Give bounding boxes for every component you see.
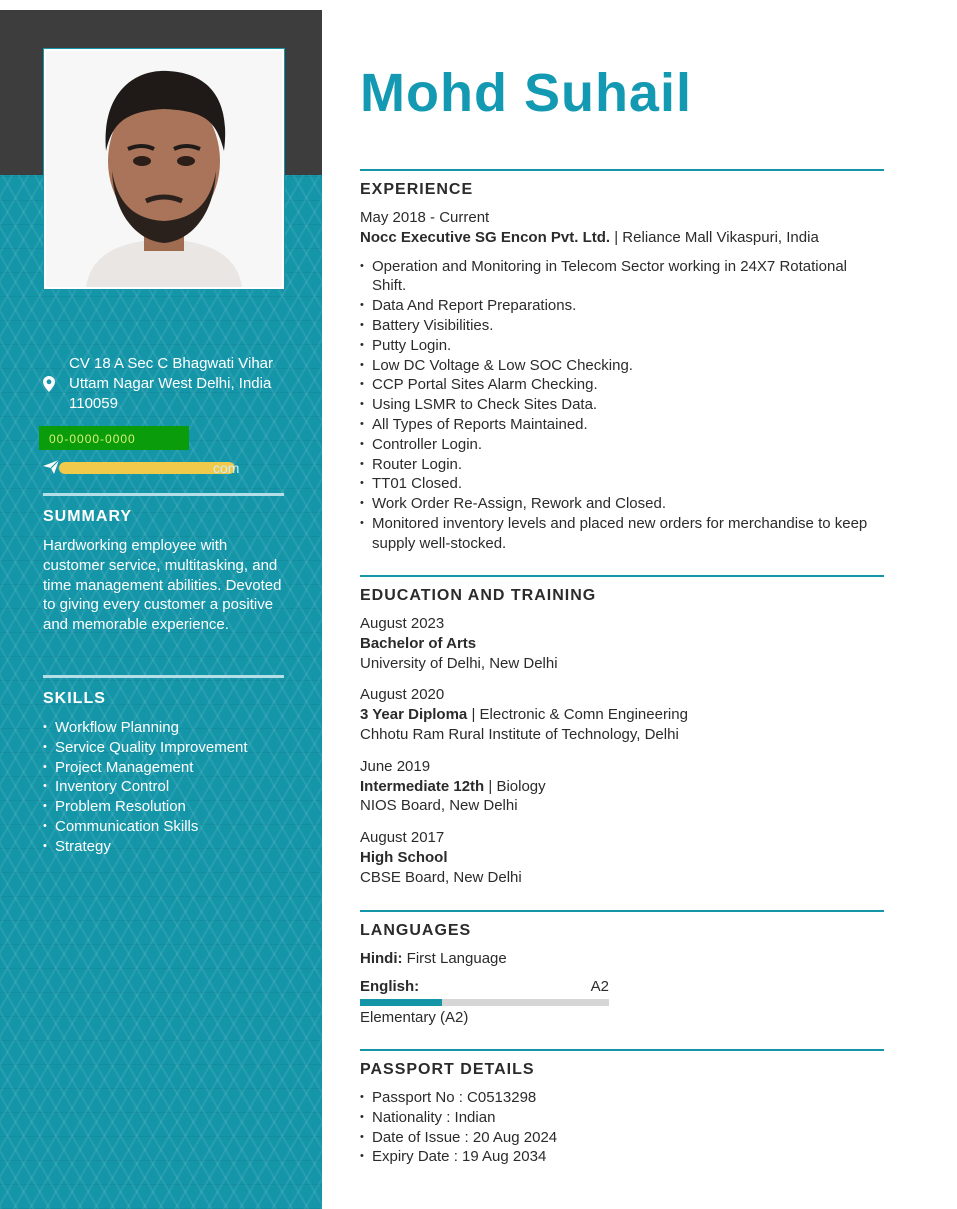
education-degree: Intermediate 12th: [360, 777, 485, 795]
experience-section: [360, 169, 884, 554]
education-field: | Electronic & Comn Engineering: [467, 706, 688, 724]
summary-heading: SUMMARY: [43, 508, 133, 525]
language-name: English:: [360, 977, 420, 995]
passport-item: • Nationality : Indian: [360, 1108, 884, 1128]
address-text: [69, 354, 273, 414]
language-hindi: [360, 949, 884, 969]
divider: [360, 169, 884, 171]
passport-item: • Date of Issue : 20 Aug 2024: [360, 1128, 884, 1148]
education-heading: EDUCATION AND TRAINING: [360, 587, 597, 604]
job-location: | Reliance Mall Vikaspuri, India: [610, 228, 819, 246]
skills-section: [43, 675, 284, 857]
language-name: Hindi:: [360, 950, 403, 967]
skills-heading: SKILLS: [43, 690, 106, 707]
divider: [360, 910, 884, 912]
experience-item: • Operation and Monitoring in Telecom Sector working in 24X7 Rotational Shift.: [360, 257, 884, 297]
language-proficiency-bar: [360, 999, 609, 1006]
email-redaction: [59, 462, 235, 474]
candidate-name: Mohd Suhail: [360, 63, 692, 123]
divider: [360, 1049, 884, 1051]
skill-item: • Problem Resolution: [43, 797, 284, 817]
experience-heading: EXPERIENCE: [360, 181, 474, 198]
experience-item: • Using LSMR to Check Sites Data.: [360, 395, 884, 415]
experience-bullets: [360, 257, 884, 554]
phone-redacted-text: 00-0000-0000: [49, 432, 136, 446]
language-level-code: A2: [590, 977, 609, 995]
education-school: Chhotu Ram Rural Institute of Technology, Delhi: [360, 725, 679, 743]
experience-item: • Low DC Voltage & Low SOC Checking.: [360, 356, 884, 376]
divider: [43, 675, 284, 678]
passport-section: [360, 1049, 884, 1167]
profile-photo-frame: [43, 48, 285, 290]
contact-info: [43, 354, 283, 480]
skill-item: • Service Quality Improvement: [43, 738, 284, 758]
location-pin-icon: [43, 376, 69, 392]
languages-heading: LANGUAGES: [360, 922, 472, 939]
education-date: August 2020: [360, 686, 445, 704]
job-role: Nocc Executive SG Encon Pvt. Ltd.: [360, 228, 611, 246]
education-degree: Bachelor of Arts: [360, 634, 477, 652]
job-title-line: [360, 228, 884, 248]
education-degree-line: [360, 705, 884, 725]
experience-item: • Router Login.: [360, 455, 884, 475]
education-entry: [360, 757, 884, 816]
experience-item: • Battery Visibilities.: [360, 316, 884, 336]
address-line: Uttam Nagar West Delhi, India: [69, 375, 272, 392]
skill-item: • Project Management: [43, 758, 284, 778]
education-entry: [360, 828, 884, 887]
passport-item: • Passport No : C0513298: [360, 1088, 884, 1108]
education-school: University of Delhi, New Delhi: [360, 654, 558, 672]
address-row: [43, 354, 283, 414]
skill-item: • Communication Skills: [43, 817, 284, 837]
education-entry: [360, 614, 884, 673]
sidebar: [0, 10, 322, 1209]
email-tail: com: [213, 460, 240, 476]
experience-item: • All Types of Reports Maintained.: [360, 415, 884, 435]
language-proficiency-fill: [360, 999, 442, 1006]
passport-list: [360, 1088, 884, 1167]
address-line: CV 18 A Sec C Bhagwati Vihar: [69, 355, 274, 372]
experience-item: • Controller Login.: [360, 435, 884, 455]
education-date: August 2023: [360, 615, 445, 632]
address-line: 110059: [69, 395, 118, 412]
education-degree: 3 Year Diploma: [360, 706, 468, 724]
education-date: August 2017: [360, 829, 445, 847]
profile-photo: [46, 51, 282, 287]
email-row[interactable]: [43, 458, 283, 480]
passport-heading: PASSPORT DETAILS: [360, 1061, 535, 1078]
education-degree-line: [360, 777, 884, 797]
job-date: May 2018 - Current: [360, 209, 490, 226]
languages-section: [360, 910, 884, 1027]
language-description: Elementary (A2): [360, 1008, 469, 1026]
language-english: [360, 977, 609, 997]
experience-item: • Monitored inventory levels and placed new orders for merchandise to keep supply well-stocked.: [360, 514, 884, 554]
education-entry: [360, 685, 884, 744]
language-level: First Language: [402, 950, 507, 967]
education-degree: High School: [360, 848, 448, 866]
experience-item: • Data And Report Preparations.: [360, 296, 884, 316]
education-degree-line: [360, 848, 884, 868]
phone-redaction: [39, 426, 189, 450]
education-section: [360, 575, 884, 900]
education-school: CBSE Board, New Delhi: [360, 868, 522, 886]
skill-item: • Workflow Planning: [43, 718, 284, 738]
experience-item: • TT01 Closed.: [360, 474, 884, 494]
education-field: | Biology: [484, 777, 546, 795]
divider: [360, 575, 884, 577]
experience-item: • Putty Login.: [360, 336, 884, 356]
summary-section: [43, 493, 284, 635]
education-school: NIOS Board, New Delhi: [360, 797, 518, 815]
skill-item: • Strategy: [43, 837, 284, 857]
divider: [43, 493, 284, 496]
experience-item: • Work Order Re-Assign, Rework and Closed.: [360, 494, 884, 514]
education-date: June 2019: [360, 757, 431, 775]
experience-item: • CCP Portal Sites Alarm Checking.: [360, 375, 884, 395]
summary-text: Hardworking employee with customer service, multitasking, and time management abilities. Devoted to giving every customer a positive and memorable experience.: [43, 537, 282, 634]
passport-item: • Expiry Date : 19 Aug 2034: [360, 1147, 884, 1167]
paper-plane-icon: [43, 460, 59, 480]
education-degree-line: [360, 634, 884, 654]
skill-item: • Inventory Control: [43, 777, 284, 797]
skills-list: [43, 718, 284, 857]
phone-row: [43, 426, 283, 448]
